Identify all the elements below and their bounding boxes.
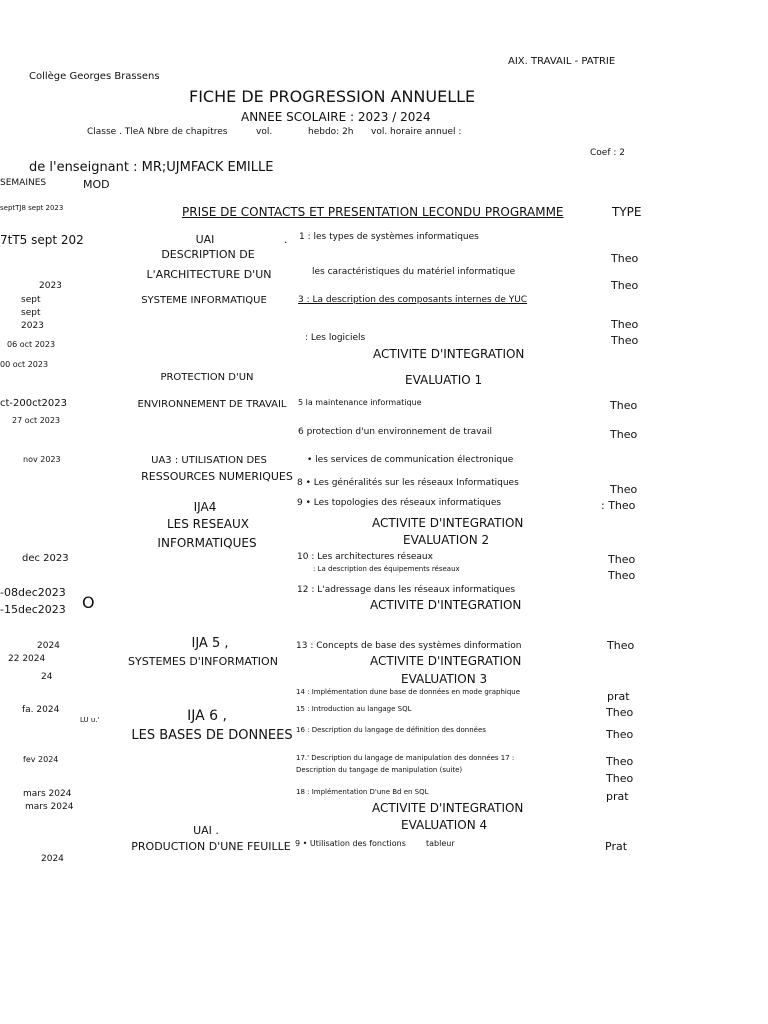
week-date: sept <box>21 308 41 318</box>
lesson-item: : La description des équipements réseaux <box>313 565 460 573</box>
week-date: mars 2024 <box>25 802 74 812</box>
lesson-item: 9 • Les topologies des réseaux informatiques <box>297 498 502 508</box>
lesson-item: 3 : La description des composants internes de YUC <box>298 295 528 305</box>
week-date: 2023 <box>39 281 62 291</box>
type-label: prat <box>606 790 629 803</box>
coef: Coef : 2 <box>590 148 625 158</box>
info-vol: vol. <box>256 127 273 137</box>
lesson-item: tableur <box>426 839 455 848</box>
lesson-item: 9 • Utilisation des fonctions <box>295 839 406 848</box>
info-classe: Classe . TleA Nbre de chapitres <box>87 127 228 137</box>
module-label: SYSTEME INFORMATIQUE <box>141 295 267 306</box>
module-label: LES BASES DE DONNEES <box>131 728 293 743</box>
week-date: 00 oct 2023 <box>0 360 49 369</box>
week-date: 06 oct 2023 <box>7 340 56 349</box>
week-date: 7tT5 sept 202 <box>0 233 84 247</box>
module-label: . <box>284 233 288 246</box>
type-label: prat <box>607 690 630 703</box>
intro-label: PRISE DE CONTACTS ET PRESENTATION LECONDU PROGRAMME <box>182 205 564 219</box>
week-date: -08dec2023 <box>0 586 66 599</box>
week-date: LU u.' <box>80 716 100 724</box>
lesson-item: : Les logiciels <box>305 333 366 343</box>
module-label: UAI . <box>193 824 219 837</box>
school-year: ANNEE SCOLAIRE : 2023 / 2024 <box>241 110 431 124</box>
type-label: Prat <box>605 840 628 853</box>
week-date: 22 2024 <box>8 654 46 664</box>
lesson-item: 10 : Les architectures réseaux <box>297 552 433 562</box>
week-date: 27 oct 2023 <box>12 416 61 425</box>
motto: AIX. TRAVAIL - PATRIE <box>508 56 616 67</box>
week-date: fa. 2024 <box>22 705 60 715</box>
teacher: de l'enseignant : MR;UJMFACK EMILLE <box>29 160 274 175</box>
module-label: IJA 6 , <box>187 708 227 724</box>
type-label: Theo <box>606 706 634 719</box>
lesson-activity: ACTIVITE D'INTEGRATION <box>370 598 522 612</box>
type-label: Theo <box>608 569 636 582</box>
lesson-evaluation: EVALUATION 3 <box>401 672 488 686</box>
type-label: Theo <box>606 755 634 768</box>
week-date: 2024 <box>37 641 60 651</box>
info-hebdo: hebdo: 2h <box>308 127 354 137</box>
type-label: Theo <box>611 252 639 265</box>
lesson-item: les caractéristiques du matériel informatique <box>312 267 516 277</box>
module-label: IJA 5 , <box>191 636 229 651</box>
lesson-item: 16 : Description du langage de définition des données <box>296 726 486 734</box>
lesson-evaluation: EVALUATIO 1 <box>405 373 483 387</box>
week-date: 2024 <box>41 854 64 864</box>
module-label: IJA4 <box>193 500 217 514</box>
intro-week: septTJ8 sept 2023 <box>0 204 64 212</box>
lesson-evaluation: EVALUATION 4 <box>401 818 488 832</box>
lesson-item: 1 : les types de systèmes informatiques <box>299 232 479 242</box>
type-label: Theo <box>608 553 636 566</box>
type-label: Theo <box>610 428 638 441</box>
week-date: 24 <box>41 672 53 682</box>
module-label: ENVIRONNEMENT DE TRAVAIL <box>137 399 287 410</box>
lesson-activity: ACTIVITE D'INTEGRATION <box>372 516 524 530</box>
lesson-item: 15 : Introduction au langage SQL <box>296 705 412 713</box>
week-date: dec 2023 <box>22 553 69 564</box>
week-date: mars 2024 <box>23 789 72 799</box>
module-label: SYSTEMES D'INFORMATION <box>128 655 278 668</box>
lesson-item: Description du tangage de manipulation (suite) <box>296 766 463 774</box>
stray-mark: O <box>82 593 95 612</box>
module-label: INFORMATIQUES <box>157 536 257 550</box>
lesson-item: 13 : Concepts de base des systèmes dinformation <box>296 641 522 651</box>
type-label: Theo <box>611 279 639 292</box>
week-date: 2023 <box>21 321 44 331</box>
type-label: Theo <box>611 318 639 331</box>
module-label: LES RESEAUX <box>166 517 250 531</box>
type-label: Theo <box>610 399 638 412</box>
type-label: : Theo <box>601 499 636 512</box>
lesson-evaluation: EVALUATION 2 <box>403 533 490 547</box>
module-label: RESSOURCES NUMERIQUES <box>141 470 293 483</box>
type-label: Theo <box>607 639 635 652</box>
week-date: sept <box>21 295 41 305</box>
lesson-activity: ACTIVITE D'INTEGRATION <box>373 347 525 361</box>
lesson-item: • les services de communication électronique <box>307 455 514 465</box>
info-annuel: vol. horaire annuel : <box>371 127 462 137</box>
lesson-item: 17.' Description du langage de manipulation des données 17 : <box>296 754 515 762</box>
week-date: nov 2023 <box>23 455 61 464</box>
week-date: fev 2024 <box>23 755 59 764</box>
lesson-item: 6 protection d'un environnement de travail <box>298 427 492 437</box>
module-label: UAI <box>195 233 215 246</box>
lesson-item: 5 la maintenance informatique <box>298 398 422 407</box>
lesson-item: 12 : L'adressage dans les réseaux informatiques <box>297 585 516 595</box>
module-label: PROTECTION D'UN <box>160 372 254 383</box>
module-label: UA3 : UTILISATION DES <box>151 455 267 466</box>
type-label: Theo <box>610 483 638 496</box>
school-name: Collège Georges Brassens <box>29 71 160 82</box>
col-type: TYPE <box>612 205 642 219</box>
week-date: ct-200ct2023 <box>0 398 67 409</box>
type-label: Theo <box>611 334 639 347</box>
type-label: Theo <box>606 772 634 785</box>
lesson-activity: ACTIVITE D'INTEGRATION <box>370 654 522 668</box>
col-mod: MOD <box>83 178 110 191</box>
lesson-item: 14 : Implémentation dune base de données en mode graphique <box>296 688 521 696</box>
type-label: Theo <box>606 728 634 741</box>
col-semaines: SEMAINES <box>0 178 47 188</box>
module-label: PRODUCTION D'UNE FEUILLE <box>131 840 291 853</box>
lesson-item: 18 : Implémentation D'une Bd en SQL <box>296 788 429 796</box>
module-label: L'ARCHITECTURE D'UN <box>146 268 272 281</box>
module-label: DESCRIPTION DE <box>161 248 255 261</box>
lesson-item: 8 • Les généralités sur les réseaux Informatiques <box>297 478 519 488</box>
lesson-activity: ACTIVITE D'INTEGRATION <box>372 801 524 815</box>
page-title: FICHE DE PROGRESSION ANNUELLE <box>189 87 476 106</box>
week-date: -15dec2023 <box>0 603 66 616</box>
